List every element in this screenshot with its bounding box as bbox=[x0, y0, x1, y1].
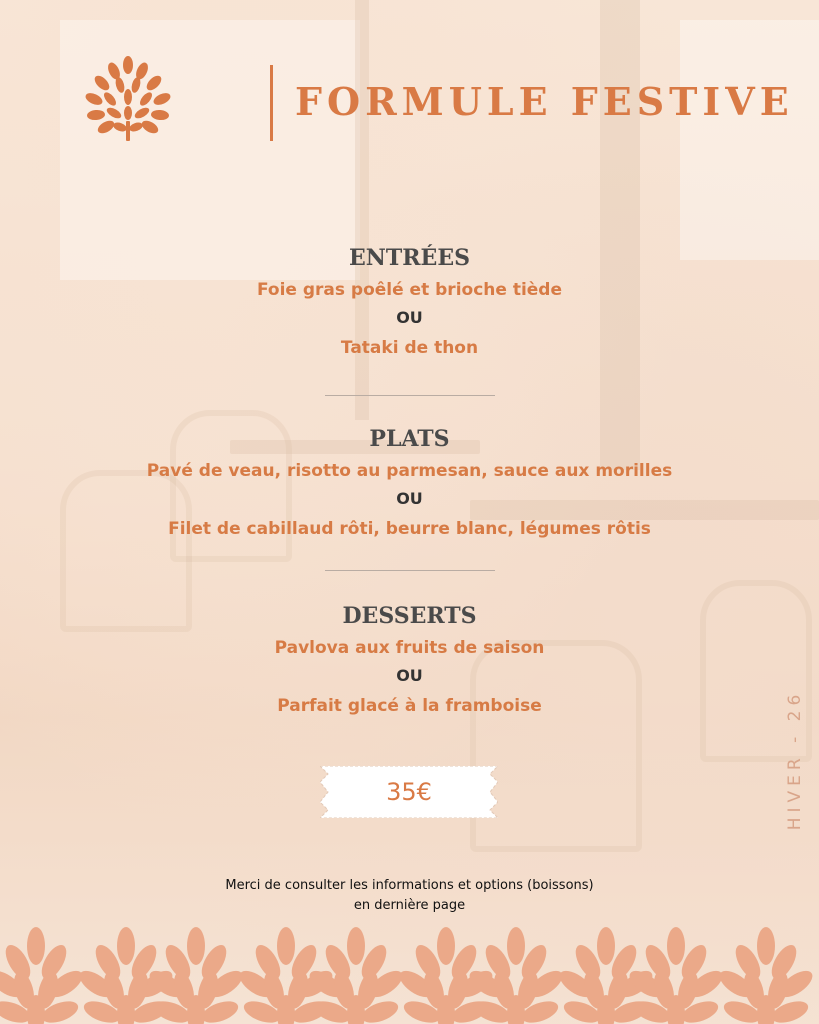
leaf-shape bbox=[117, 927, 135, 965]
background-window bbox=[680, 20, 819, 260]
section-title: ENTRÉES bbox=[349, 245, 470, 271]
leaf-shape bbox=[437, 927, 455, 965]
leaf-shape bbox=[597, 927, 615, 965]
leaf-shape bbox=[757, 927, 775, 965]
section-title: DESSERTS bbox=[342, 603, 477, 629]
dish-option: Pavlova aux fruits de saison bbox=[274, 638, 545, 658]
leaf-shape bbox=[347, 927, 365, 965]
dish-option: Tataki de thon bbox=[340, 338, 479, 358]
or-separator: OU bbox=[396, 666, 423, 685]
section-entrees bbox=[0, 247, 819, 359]
tree-leaves-logo-icon bbox=[80, 55, 176, 147]
dish-option: Parfait glacé à la framboise bbox=[277, 696, 542, 716]
header-divider bbox=[270, 65, 273, 141]
dish-option: Foie gras poêlé et brioche tiède bbox=[256, 280, 563, 300]
menu-header bbox=[80, 55, 794, 145]
leaf-shape bbox=[667, 927, 685, 965]
dish-option: Filet de cabillaud rôti, beurre blanc, légumes rôtis bbox=[168, 519, 651, 539]
price-value: 35€ bbox=[386, 778, 432, 806]
decorative-leaves-icon bbox=[0, 910, 819, 1024]
footer-line-1: Merci de consulter les informations et options (boissons) bbox=[225, 878, 594, 893]
section-divider bbox=[325, 395, 495, 396]
price-ribbon bbox=[320, 766, 498, 818]
leaf-shape bbox=[507, 927, 525, 965]
season-label bbox=[755, 690, 815, 850]
or-separator: OU bbox=[396, 308, 423, 327]
section-divider bbox=[325, 570, 495, 571]
section-desserts bbox=[0, 605, 819, 717]
leaf-shape bbox=[187, 927, 205, 965]
footer-line-2: en dernière page bbox=[353, 898, 466, 913]
or-separator: OU bbox=[396, 489, 423, 508]
season-label-text: HIVER - 26 bbox=[785, 689, 805, 831]
section-plats bbox=[0, 428, 819, 540]
leaf-shape bbox=[27, 927, 45, 965]
leaf-shape bbox=[277, 927, 295, 965]
section-title: PLATS bbox=[369, 426, 450, 452]
page-title: FORMULE FESTIVE bbox=[295, 79, 794, 124]
dish-option: Pavé de veau, risotto au parmesan, sauce aux morilles bbox=[146, 461, 673, 481]
